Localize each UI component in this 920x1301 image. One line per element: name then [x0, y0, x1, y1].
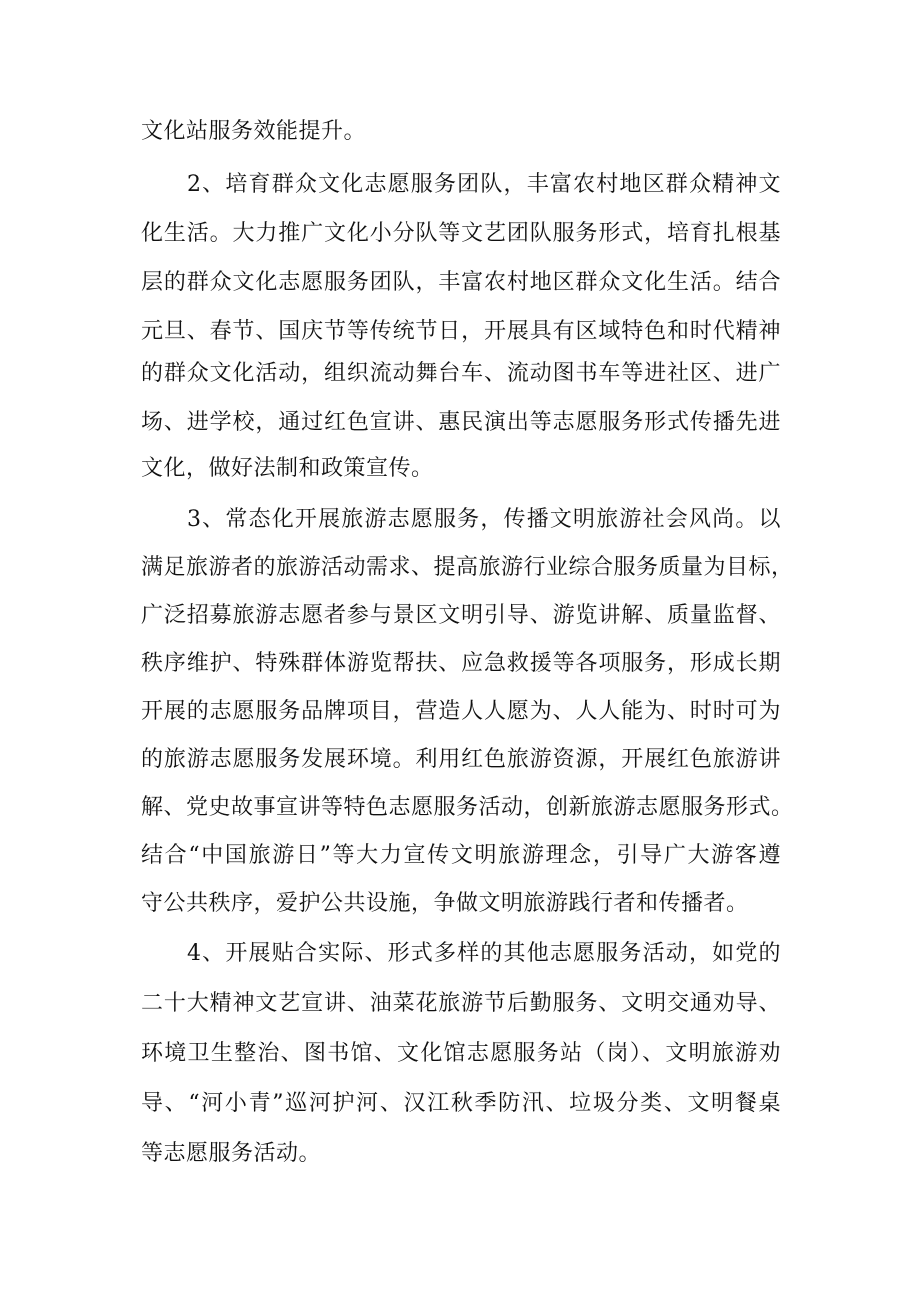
text-line: 等志愿服务活动。 — [141, 1141, 322, 1166]
text-line: 层的群众文化志愿服务团队，丰富农村地区群众文化生活。结合 — [141, 270, 781, 295]
text-line: 守公共秩序，爱护公共设施，争做文明旅游践行者和传播者。 — [141, 891, 749, 916]
text-line: 二十大精神文艺宣讲、油菜花旅游节后勤服务、文明交通劝导、 — [141, 991, 781, 1016]
text-line: 的旅游志愿服务发展环境。利用红色旅游资源，开展红色旅游讲 — [141, 747, 781, 772]
text-line: 4、开展贴合实际、形式多样的其他志愿服务活动，如党的 — [187, 941, 781, 966]
text-line: 3、常态化开展旅游志愿服务，传播文明旅游社会风尚。以 — [187, 507, 781, 532]
text-line: 2、培育群众文化志愿服务团队，丰富农村地区群众精神文 — [187, 172, 781, 197]
text-line: 的群众文化活动，组织流动舞台车、流动图书车等进社区、进广 — [141, 361, 781, 386]
text-line: 场、进学校，通过红色宣讲、惠民演出等志愿服务形式传播先进 — [141, 410, 781, 435]
text-line: 广泛招募旅游志愿者参与景区文明引导、游览讲解、质量监督、 — [141, 603, 781, 628]
text-line: 文化，做好法制和政策宣传。 — [141, 456, 434, 481]
text-line: 环境卫生整治、图书馆、文化馆志愿服务站（岗）、文明旅游劝 — [141, 1041, 781, 1066]
text-line: 开展的志愿服务品牌项目，营造人人愿为、人人能为、时时可为 — [141, 699, 781, 724]
text-line: 文化站服务效能提升。 — [141, 119, 367, 144]
text-line: 满足旅游者的旅游活动需求、提高旅游行业综合服务质量为目标， — [141, 555, 794, 580]
text-line: 解、党史故事宣讲等特色志愿服务活动，创新旅游志愿服务形式。 — [141, 795, 794, 820]
text-line: 导、“河小青”巡河护河、汉江秋季防汛、垃圾分类、文明餐桌 — [141, 1091, 781, 1116]
text-line: 秩序维护、特殊群体游览帮扶、应急救援等各项服务，形成长期 — [141, 651, 781, 676]
text-line: 元旦、春节、国庆节等传统节日，开展具有区域特色和时代精神 — [141, 319, 781, 344]
text-line: 结合“中国旅游日”等大力宣传文明旅游理念，引导广大游客遵 — [141, 843, 781, 868]
text-line: 化生活。大力推广文化小分队等文艺团队服务形式，培育扎根基 — [141, 221, 781, 246]
